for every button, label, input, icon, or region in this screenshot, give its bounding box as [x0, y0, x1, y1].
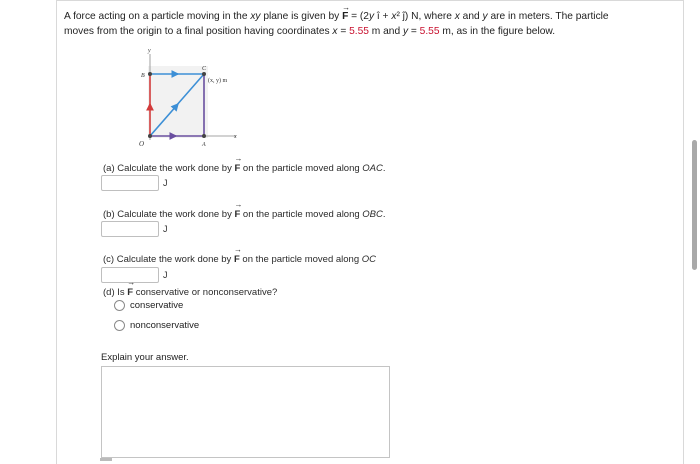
question-a: (a) Calculate the work done by → F on the particle moved along OAC. [103, 163, 386, 174]
label-origin: O [139, 140, 145, 148]
answer-row-a [101, 175, 168, 191]
point-c [202, 72, 206, 76]
option-conservative[interactable] [114, 300, 183, 311]
radio-nonconservative[interactable] [114, 320, 125, 331]
label-b: B [141, 73, 145, 79]
problem-statement: A force acting on a particle moving in the xy plane is given by → F = (2y î + x² ĵ) N, where x and y are in meters. The particle moves from the origin to a final position having coordinates x = 5.55 m and y = 5.55 m, as in the figure below. [64, 10, 664, 39]
radio-conservative[interactable] [114, 300, 125, 311]
option-conservative-label: conservative [130, 300, 184, 311]
point-origin [148, 134, 152, 138]
explain-textarea[interactable] [101, 366, 390, 458]
explain-label: Explain your answer. [101, 352, 189, 363]
scrollbar[interactable] [692, 140, 697, 270]
label-x-axis: x [234, 134, 237, 140]
label-c: C [202, 66, 207, 72]
question-d: (d) Is → F conservative or nonconservative? [103, 287, 277, 298]
path-figure [128, 44, 258, 154]
point-b [148, 72, 152, 76]
unit-c: J [163, 270, 168, 280]
option-nonconservative-label: nonconservative [130, 320, 200, 331]
question-b: (b) Calculate the work done by → F on the particle moved along OBC. [103, 209, 386, 220]
resize-handle [100, 458, 112, 461]
answer-row-b [101, 221, 168, 237]
label-a: A [202, 142, 206, 148]
option-nonconservative[interactable] [114, 320, 199, 331]
point-a [202, 134, 206, 138]
x-value: 5.55 [349, 25, 369, 37]
y-value: 5.55 [419, 25, 440, 37]
question-c: (c) Calculate the work done by → F on the particle moved along OC [103, 254, 376, 265]
answer-input-b[interactable] [101, 221, 159, 237]
label-point: (x, y) m [208, 78, 228, 84]
answer-input-a[interactable] [101, 175, 159, 191]
unit-b: J [163, 224, 168, 234]
unit-a: J [163, 178, 168, 188]
force-vector: → F [342, 10, 348, 25]
label-y-axis: y [148, 48, 151, 54]
